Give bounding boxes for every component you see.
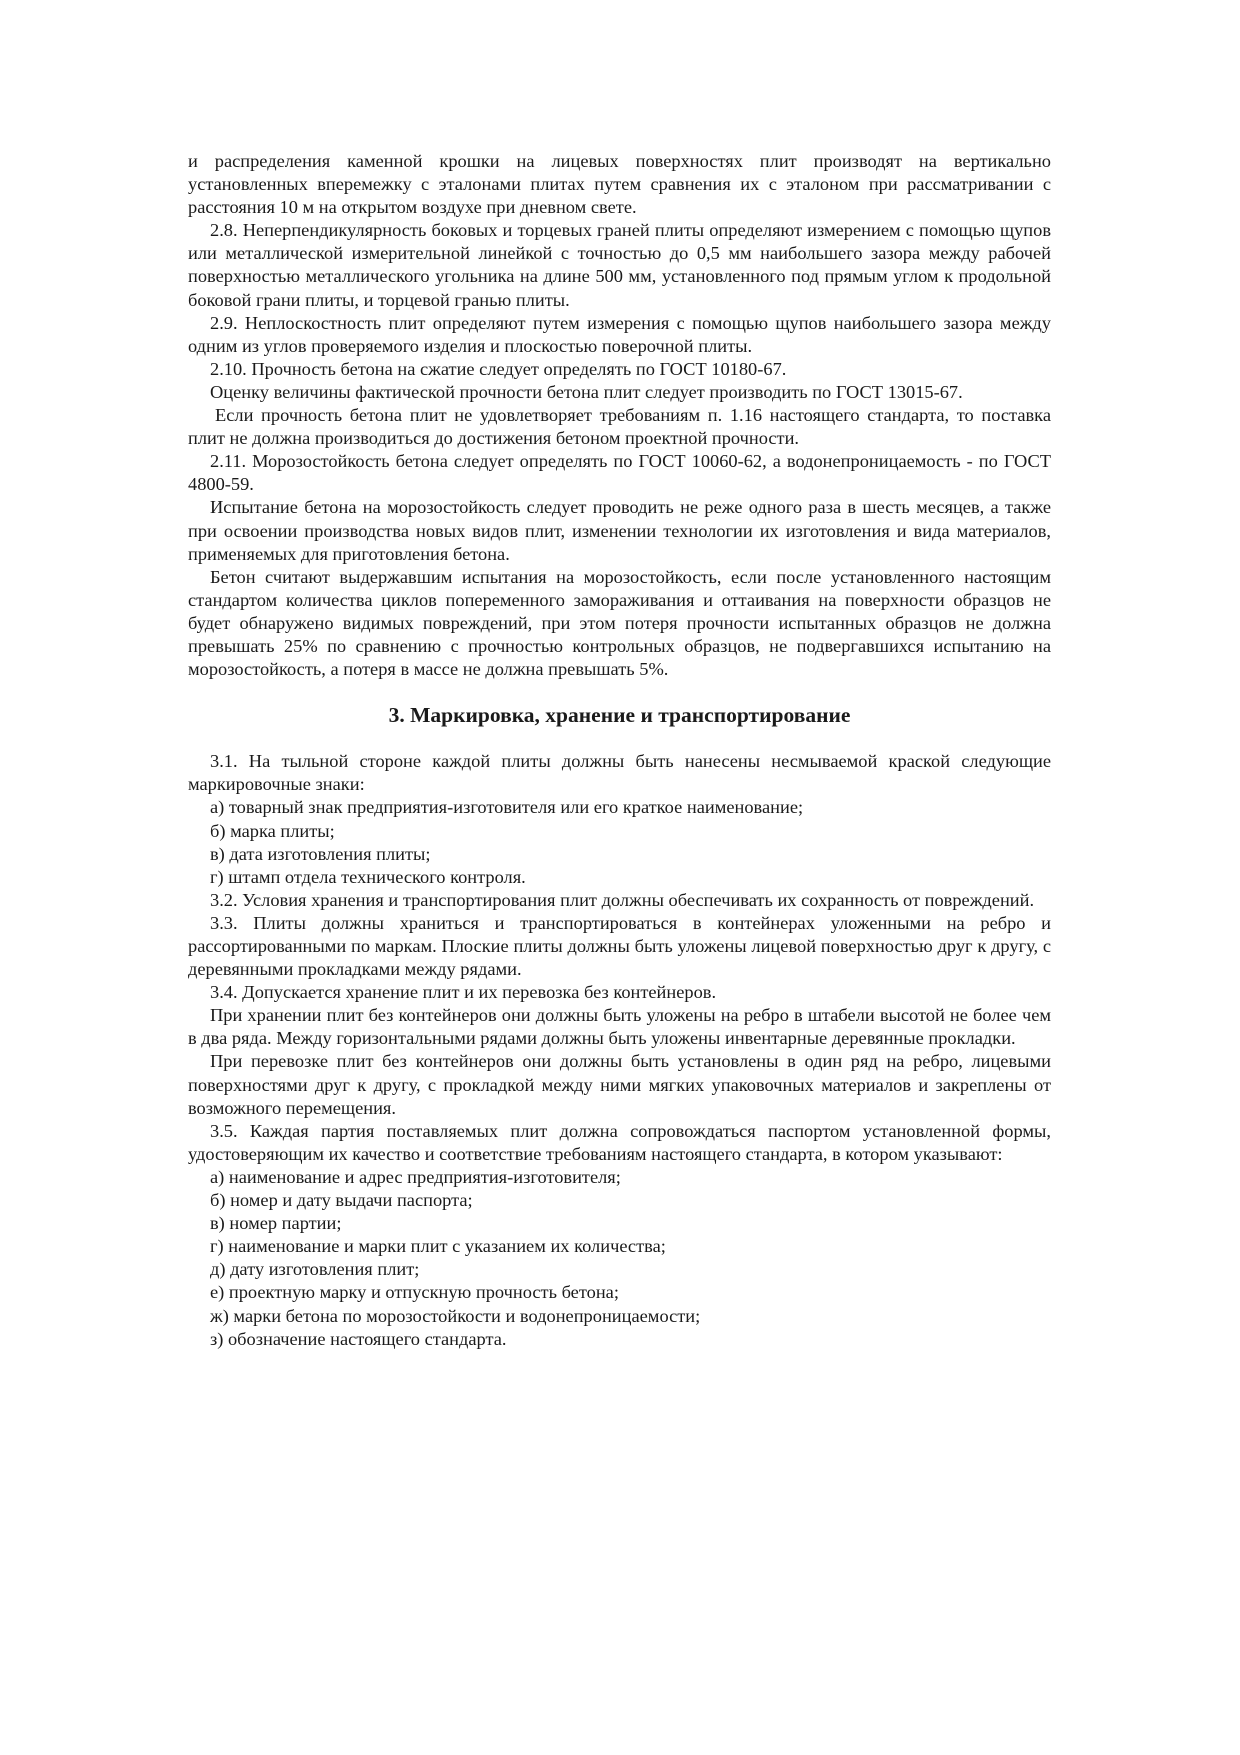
list-item: з) обозначение настоящего стандарта. — [210, 1328, 507, 1349]
list-item: д) дату изготовления плит; — [210, 1259, 420, 1280]
paragraph-3-2: 3.2. Условия хранения и транспортирования плит должны обеспечивать их сохранность от повреждений. — [210, 889, 1035, 910]
paragraph-2-10: 2.10. Прочность бетона на сжатие следует определять по ГОСТ 10180-67. — [210, 358, 787, 379]
list-item: в) номер партии; — [210, 1213, 342, 1234]
document-page — [188, 150, 1051, 1351]
paragraph-2-9: 2.9. Неплоскостность плит определяют путем измерения с помощью щупов наибольшего зазора между одним из углов проверяемого изделия и плоскостью поверочной плиты. — [188, 312, 1051, 356]
paragraph-frost-test: Испытание бетона на морозостойкость следует проводить не реже одного раза в шесть месяцев, а также при освоении производства новых видов плит, изменении технологии их изготовления и вида материалов, применяемых для приготовления бетона. — [188, 497, 1051, 564]
list-item: г) наименование и марки плит с указанием их количества; — [210, 1236, 666, 1257]
paragraph-frost-criteria: Бетон считают выдержавшим испытания на морозостойкость, если после установленного настоящим стандартом количества циклов попеременного замораживания и оттаивания на поверхности образцов не будет обнаружено видимых повреждений, при этом потеря прочности испытанных образцов не должна превышать 25% по сравнению с прочностью контрольных образцов, не подвергавшихся испытанию на морозостойкость, а потеря в массе не должна превышать 5%. — [188, 566, 1051, 680]
paragraph-3-1: 3.1. На тыльной стороне каждой плиты должны быть нанесены несмываемой краской следующие маркировочные знаки: — [188, 751, 1051, 795]
list-item: б) номер и дату выдачи паспорта; — [210, 1190, 473, 1211]
list-item: е) проектную марку и отпускную прочность бетона; — [210, 1282, 619, 1303]
paragraph-storage-without-containers: При хранении плит без контейнеров они должны быть уложены на ребро в штабели высотой не более чем в два ряда. Между горизонтальными рядами должны быть уложены инвентарные деревянные прокладки. — [188, 1005, 1051, 1049]
paragraph-3-5: 3.5. Каждая партия поставляемых плит должна сопровождаться паспортом установленной формы, удостоверяющим их качество и соответствие требованиям настоящего стандарта, в котором указывают: — [188, 1120, 1051, 1164]
list-item: в) дата изготовления плиты; — [210, 843, 431, 864]
list-item: а) наименование и адрес предприятия-изготовителя; — [210, 1166, 621, 1187]
paragraph-transport-without-containers: При перевозке плит без контейнеров они должны быть установлены в один ряд на ребро, лицевыми поверхностями друг к другу, с прокладкой между ними мягких упаковочных материалов и закреплены от возможного перемещения. — [188, 1051, 1051, 1118]
list-item: ж) марки бетона по морозостойкости и водонепроницаемости; — [210, 1305, 701, 1326]
list-item: г) штамп отдела технического контроля. — [210, 866, 526, 887]
list-item: а) товарный знак предприятия-изготовителя или его краткое наименование; — [210, 797, 804, 818]
paragraph-strength-insufficient: Если прочность бетона плит не удовлетворяет требованиям п. 1.16 настоящего стандарта, то поставка плит не должна производиться до достижения бетоном проектной прочности. — [188, 405, 1051, 449]
paragraph-2-7-cont: и распределения каменной крошки на лицевых поверхностях плит производят на вертикально установленных вперемежку с эталонами плитах путем сравнения их с эталоном при рассматривании с расстояния 10 м на открытом воздухе при дневном свете. — [188, 151, 1051, 218]
paragraph-2-11: 2.11. Морозостойкость бетона следует определять по ГОСТ 10060-62, а водонепроницаемость - по ГОСТ 4800-59. — [188, 451, 1051, 495]
paragraph-strength-evaluation: Оценку величины фактической прочности бетона плит следует производить по ГОСТ 13015-67. — [210, 381, 963, 402]
paragraph-3-3: 3.3. Плиты должны храниться и транспортироваться в контейнерах уложенными на ребро и рассортированными по маркам. Плоские плиты должны быть уложены лицевой поверхностью друг к другу, с деревянными прокладками между рядами. — [188, 912, 1051, 980]
section-heading: 3. Маркировка, хранение и транспортирование — [388, 703, 851, 728]
list-item: б) марка плиты; — [210, 820, 335, 841]
paragraph-3-4: 3.4. Допускается хранение плит и их перевозка без контейнеров. — [210, 982, 717, 1003]
paragraph-2-8: 2.8. Неперпендикулярность боковых и торцевых граней плиты определяют измерением с помощью щупов или металлической измерительной линейкой с точностью до 0,5 мм наибольшего зазора между рабочей поверхностью металлического угольника на длине 500 мм, установленного под прямым углом к продольной боковой грани плиты, и торцевой гранью плиты. — [188, 220, 1051, 310]
